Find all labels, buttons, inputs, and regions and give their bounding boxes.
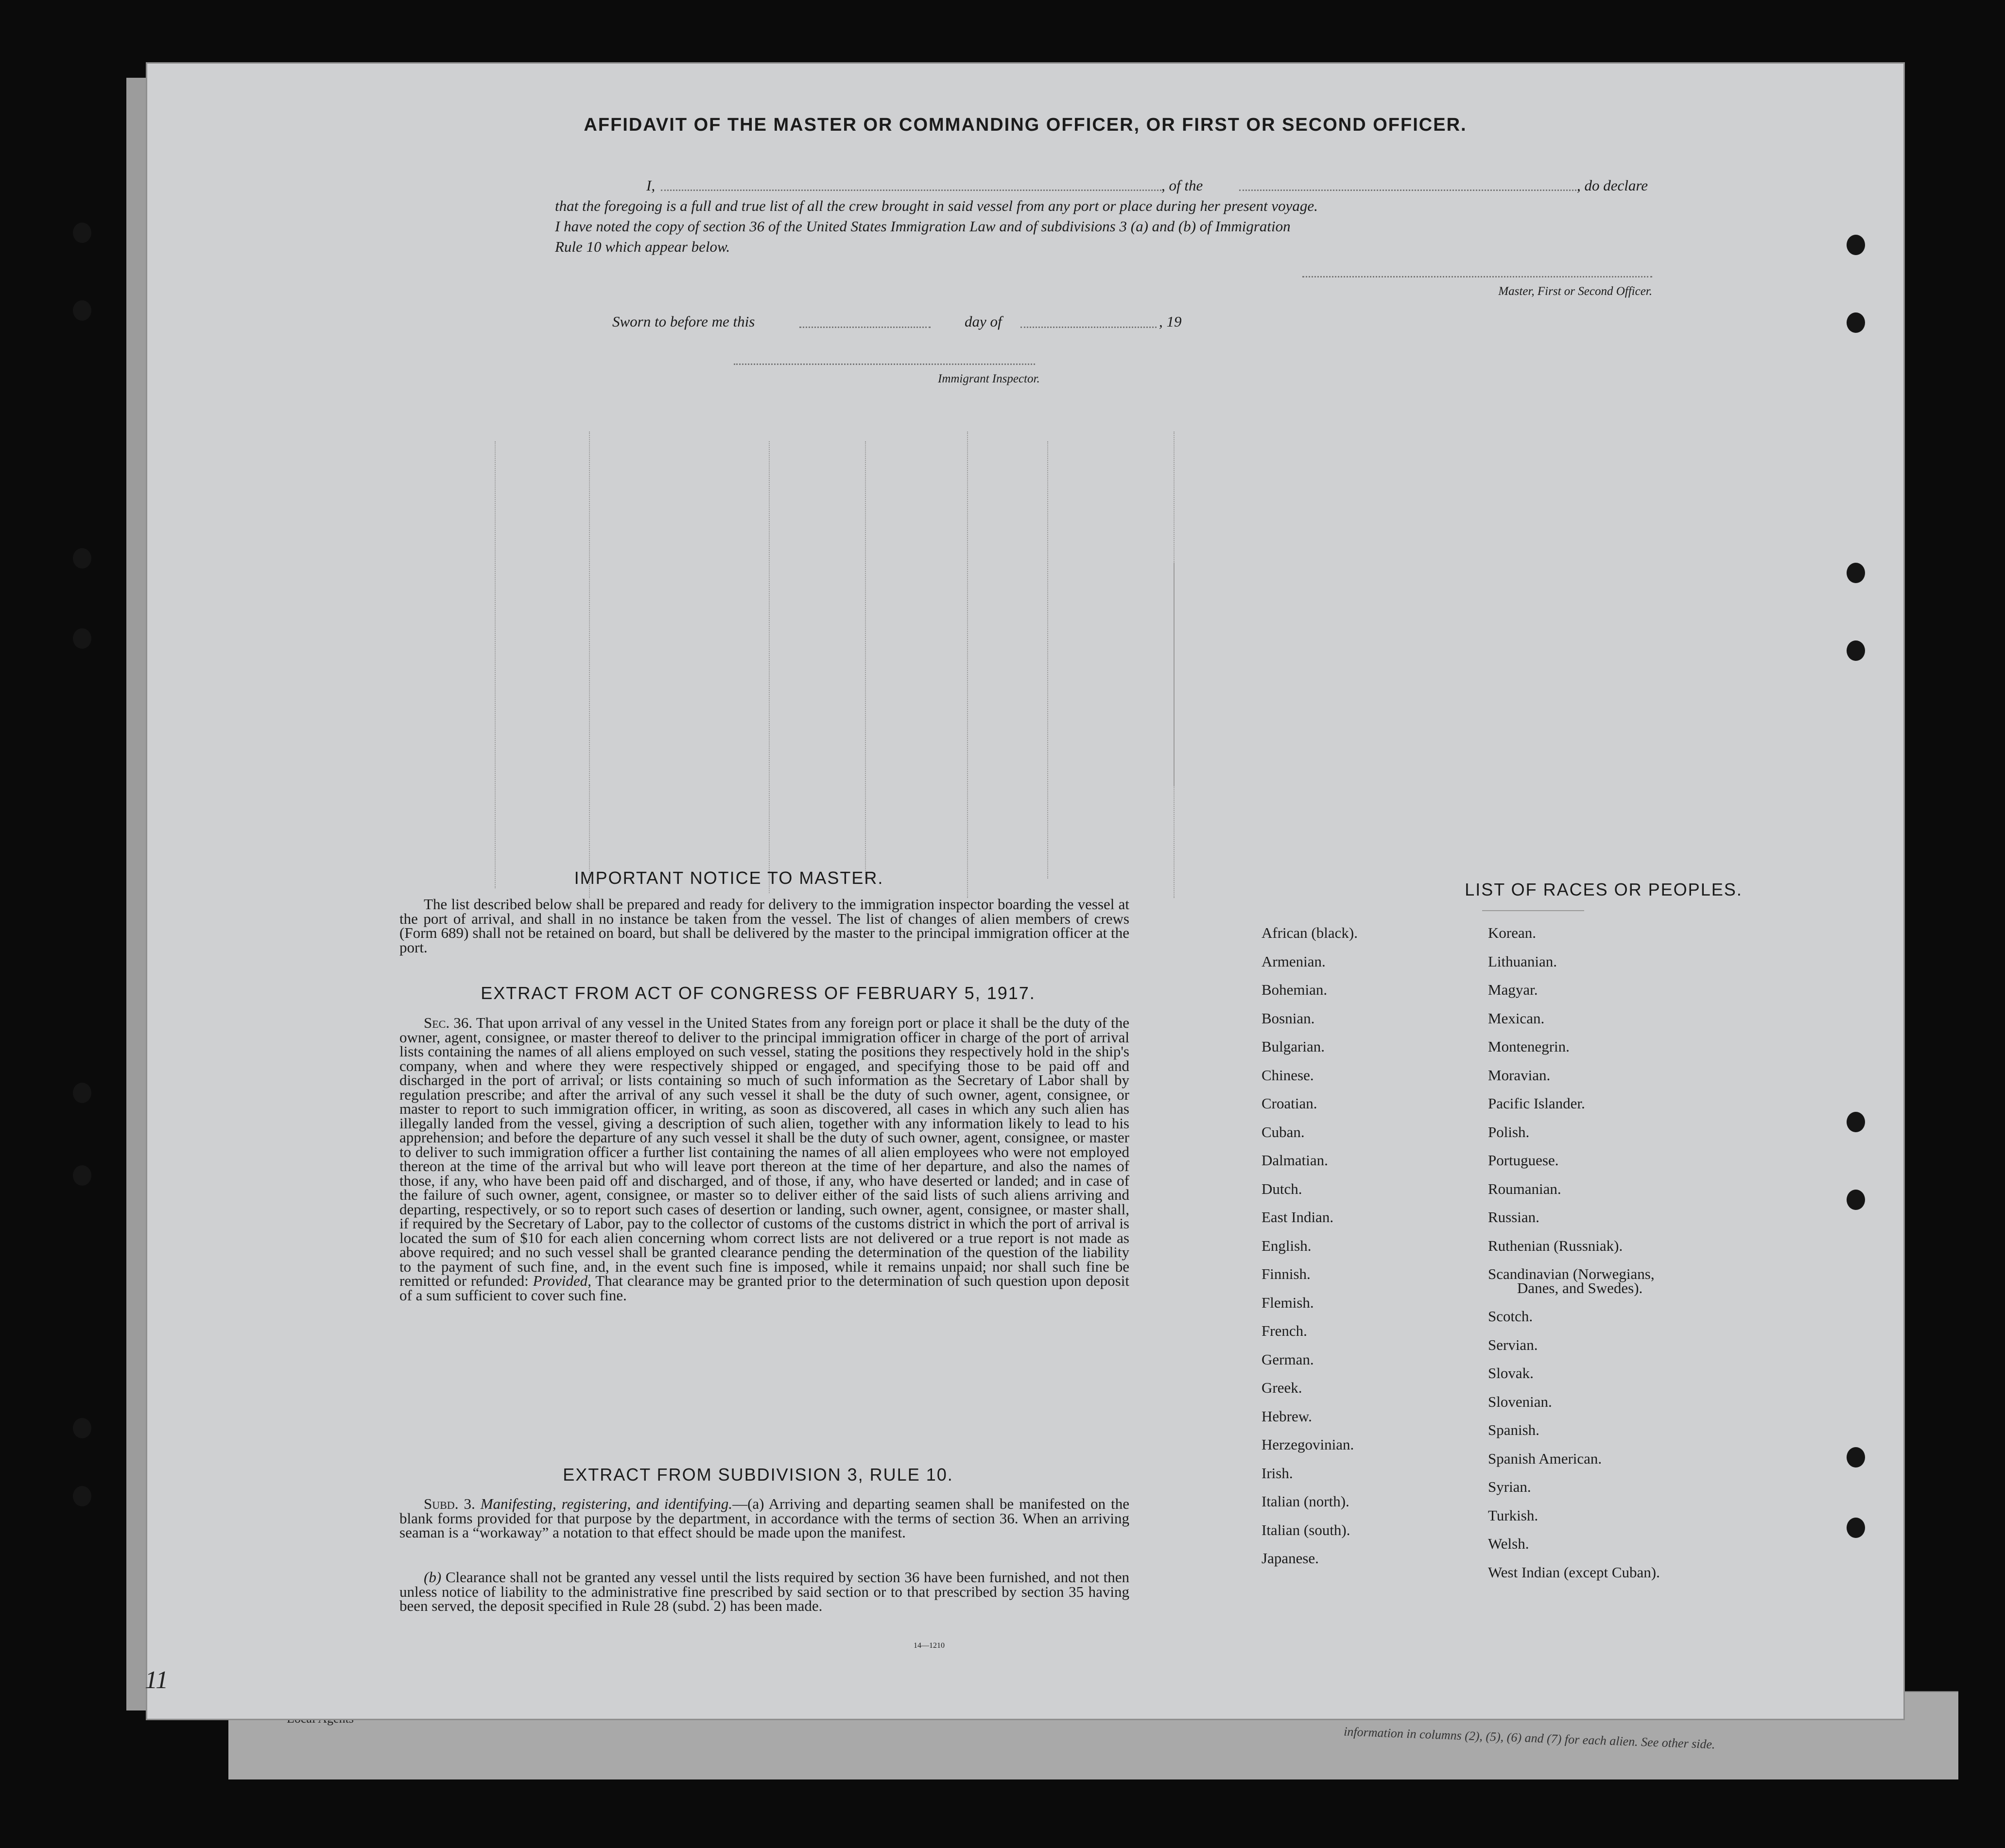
races-right-column: [1488, 919, 1660, 1587]
vessel-name-line: [1239, 190, 1579, 191]
race-item: English.: [1262, 1237, 1312, 1254]
affidavit-do-declare: , do declare: [1577, 177, 1648, 194]
act-text: That upon arrival of any vessel in the United States from any foreign port or place it shall be the duty of the owner, agent, consignee, or master thereof to deliver to the principal immigration officer in charge of the port of arrival lists containing the names of all aliens employed on such vessel, stating the positions they respectively hold in the ship's company, when and where they were respectively shipped or engaged, and specifying those to be paid off and discharged in the port of arrival; or lists containing so much of such information as the Secretary of Labor shall by regulation prescribe; and after the arrival of any such vessel it shall be the duty of such owner, agent, consignee, or master to report to such immigration officer, in writing, as soon as discovered, all cases in which any such alien has illegally landed from the vessel, giving a description of such alien, together with any information likely to lead to his apprehension; and before the departure of any such vessel it shall be the duty of such owner, agent, consignee, or master to deliver to such immigration officer a further list containing the names of all alien employees who were not employed thereon at the time of the arrival but who will leave port thereon at the time of her departure, and also the names of those, if any, who have been paid off and discharged, and of those, if any, who have deserted or landed; and in case of the failure of such owner, agent, consignee, or master so to deliver either of the said lists of such aliens arriving and departing, respectively, or so to report such cases of desertion or landing, such owner, agent, consignee, or master shall, if required by the Secretary of Labor, pay to the collector of customs of the customs district in which the port of arrival is located the sum of $10 for each alien concerning whom correct lists are not delivered or a true report is not made as above required; and no such vessel shall be granted clearance pending the determination of the question of the liability to the payment of such fine, and, in the event such fine is imposed, while it remains unpaid; nor shall such fine be remitted or refunded:: [399, 1014, 1129, 1289]
affidavit-statement: that the foregoing is a full and true list of all the crew brought in said vessel from any port or place during her present voyage.: [555, 197, 1318, 214]
underlying-footnote: information in columns (2), (5), (6) and (7) for each alien. See other side.: [1344, 1724, 1716, 1752]
race-item: Irish.: [1262, 1464, 1293, 1482]
race-item: Dalmatian.: [1262, 1152, 1328, 1169]
punch-hole-icon: [1847, 1518, 1865, 1538]
act-heading: EXTRACT FROM ACT OF CONGRESS OF FEBRUARY 5, 1917.: [481, 983, 1036, 1003]
sec-label: Sec. 36.: [424, 1014, 473, 1031]
race-item: Slovenian.: [1488, 1393, 1552, 1410]
sworn-month-line: [1020, 327, 1157, 328]
notice-heading: IMPORTANT NOTICE TO MASTER.: [574, 868, 884, 888]
race-item: Chinese.: [1262, 1066, 1314, 1084]
sworn-text: Sworn to before me this: [612, 313, 755, 330]
subd-title: Manifesting, registering, and identifying.: [480, 1495, 733, 1512]
affidavit-of-the: , of the: [1161, 177, 1203, 194]
race-item: French.: [1262, 1322, 1307, 1339]
punch-hole-icon: [73, 223, 91, 243]
punch-hole-icon: [73, 1418, 91, 1438]
signature-label: Master, First or Second Officer.: [1498, 285, 1652, 298]
race-item: Russian.: [1488, 1209, 1539, 1226]
punch-hole-icon: [73, 1083, 91, 1103]
punch-hole-icon: [1847, 1112, 1865, 1132]
race-item: East Indian.: [1262, 1209, 1334, 1226]
rule-b-label: (b): [424, 1569, 442, 1586]
rule-heading: EXTRACT FROM SUBDIVISION 3, RULE 10.: [563, 1465, 953, 1485]
affidavit-noted: I have noted the copy of section 36 of the United States Immigration Law and of subdivisions 3 (a) and (b) of Immigration: [555, 218, 1291, 235]
race-item: Polish.: [1488, 1123, 1530, 1140]
race-item: Pacific Islander.: [1488, 1095, 1585, 1112]
race-item: German.: [1262, 1350, 1314, 1368]
inspector-label: Immigrant Inspector.: [938, 372, 1040, 385]
faint-column-line: [589, 432, 590, 898]
race-item: Bulgarian.: [1262, 1038, 1325, 1055]
race-item: Japanese.: [1262, 1550, 1319, 1567]
races-left-column: [1262, 919, 1358, 1573]
faint-column-line: [1174, 563, 1175, 786]
race-item: Croatian.: [1262, 1095, 1317, 1112]
race-item: Italian (south).: [1262, 1521, 1350, 1538]
punch-hole-icon: [1847, 235, 1865, 255]
race-item: Turkish.: [1488, 1506, 1538, 1524]
race-item: Bosnian.: [1262, 1009, 1315, 1027]
faint-column-line: [865, 441, 866, 879]
race-item: Spanish American.: [1488, 1450, 1602, 1467]
margin-handwriting: 11: [145, 1666, 169, 1694]
punch-hole-icon: [73, 300, 91, 321]
race-item: Syrian.: [1488, 1478, 1531, 1495]
race-item: African (black).: [1262, 924, 1358, 941]
punch-hole-icon: [73, 548, 91, 569]
race-item: Korean.: [1488, 924, 1536, 941]
act-text-block: [399, 1016, 1129, 1302]
race-item: Bohemian.: [1262, 981, 1328, 998]
faint-column-line: [1047, 441, 1048, 879]
race-item: Roumanian.: [1488, 1180, 1561, 1197]
affidavit-title: AFFIDAVIT OF THE MASTER OR COMMANDING OFFICER, OR FIRST OR SECOND OFFICER.: [584, 115, 1467, 135]
race-item: Spanish.: [1488, 1421, 1539, 1438]
race-item: Slovak.: [1488, 1364, 1534, 1382]
sworn-day-line: [799, 327, 931, 328]
affidavit-rule: Rule 10 which appear below.: [555, 238, 730, 255]
race-item: Ruthenian (Russniak).: [1488, 1237, 1623, 1254]
races-underline: [1482, 910, 1584, 911]
race-item: Italian (north).: [1262, 1493, 1349, 1510]
faint-column-line: [769, 441, 770, 893]
race-item: Armenian.: [1262, 952, 1326, 970]
rule-a-text: —(a) Arriving and departing seamen shall be manifested on the blank forms provided for that purpose by the department, in accordance with the terms of section 36. When an arriving seaman is a “workaway” a notation to that effect should be made upon the manifest.: [399, 1495, 1130, 1541]
subd-label: Subd. 3.: [424, 1495, 475, 1512]
punch-hole-icon: [1847, 1190, 1865, 1210]
races-heading: LIST OF RACES OR PEOPLES.: [1465, 880, 1743, 899]
act-provided: Provided,: [533, 1272, 591, 1289]
master-name-line: [661, 190, 1161, 191]
race-item: Hebrew.: [1262, 1407, 1312, 1425]
race-item: Greek.: [1262, 1379, 1302, 1396]
race-item: Moravian.: [1488, 1066, 1551, 1084]
race-item: Magyar.: [1488, 981, 1538, 998]
race-item: Finnish.: [1262, 1265, 1311, 1282]
punch-hole-icon: [73, 628, 91, 649]
faint-column-line: [495, 441, 496, 888]
rule-a-block: [399, 1497, 1129, 1540]
punch-hole-icon: [1847, 312, 1865, 333]
act-text-end: That clearance may be granted prior to the determination of such question upon deposit of a sum sufficient to cover such fine.: [399, 1272, 1129, 1304]
faint-column-line: [967, 432, 968, 898]
rule-b-text: Clearance shall not be granted any vessel until the lists required by section 36 have been furnished, and not then unless notice of liability to the administrative fine prescribed by said section or to that prescribed by section 35 having been served, the deposit specified in Rule 28 (subd. 2) has been made.: [399, 1569, 1129, 1614]
race-item: Scotch.: [1488, 1308, 1533, 1325]
race-item: Dutch.: [1262, 1180, 1302, 1197]
signature-line: [1302, 276, 1652, 277]
punch-hole-icon: [1847, 563, 1865, 583]
sworn-year: , 19: [1159, 313, 1182, 330]
race-item: Scandinavian (Norwegians,: [1488, 1265, 1655, 1282]
race-item: Welsh.: [1488, 1535, 1529, 1552]
sworn-day-of: day of: [965, 313, 1002, 330]
race-item: Lithuanian.: [1488, 952, 1557, 970]
race-item: Flemish.: [1262, 1294, 1314, 1311]
punch-hole-icon: [73, 1486, 91, 1506]
rule-b-block: [399, 1570, 1129, 1613]
document-page: [146, 62, 1905, 1720]
affidavit-i: I,: [646, 177, 656, 194]
notice-text: The list described below shall be prepared and ready for delivery to the immigration inspector boarding the vessel at the port of arrival, and shall in no instance be taken from the vessel. The list of changes of alien members of crews (Form 689) shall not be retained on board, but shall be delivered by the master to the principal immigration officer at the port.: [399, 896, 1129, 956]
race-item: Herzegovinian.: [1262, 1436, 1354, 1453]
punch-hole-icon: [1847, 640, 1865, 661]
punch-hole-icon: [1847, 1447, 1865, 1468]
race-item: Portuguese.: [1488, 1152, 1559, 1169]
race-item: Montenegrin.: [1488, 1038, 1570, 1055]
race-item: Mexican.: [1488, 1009, 1545, 1027]
punch-hole-icon: [73, 1165, 91, 1186]
race-item: Cuban.: [1262, 1123, 1305, 1140]
form-number: 14—1210: [914, 1641, 945, 1650]
inspector-signature-line: [734, 363, 1035, 365]
race-item: Danes, and Swedes).: [1517, 1279, 1643, 1296]
race-item: West Indian (except Cuban).: [1488, 1563, 1660, 1581]
race-item: Servian.: [1488, 1336, 1538, 1353]
